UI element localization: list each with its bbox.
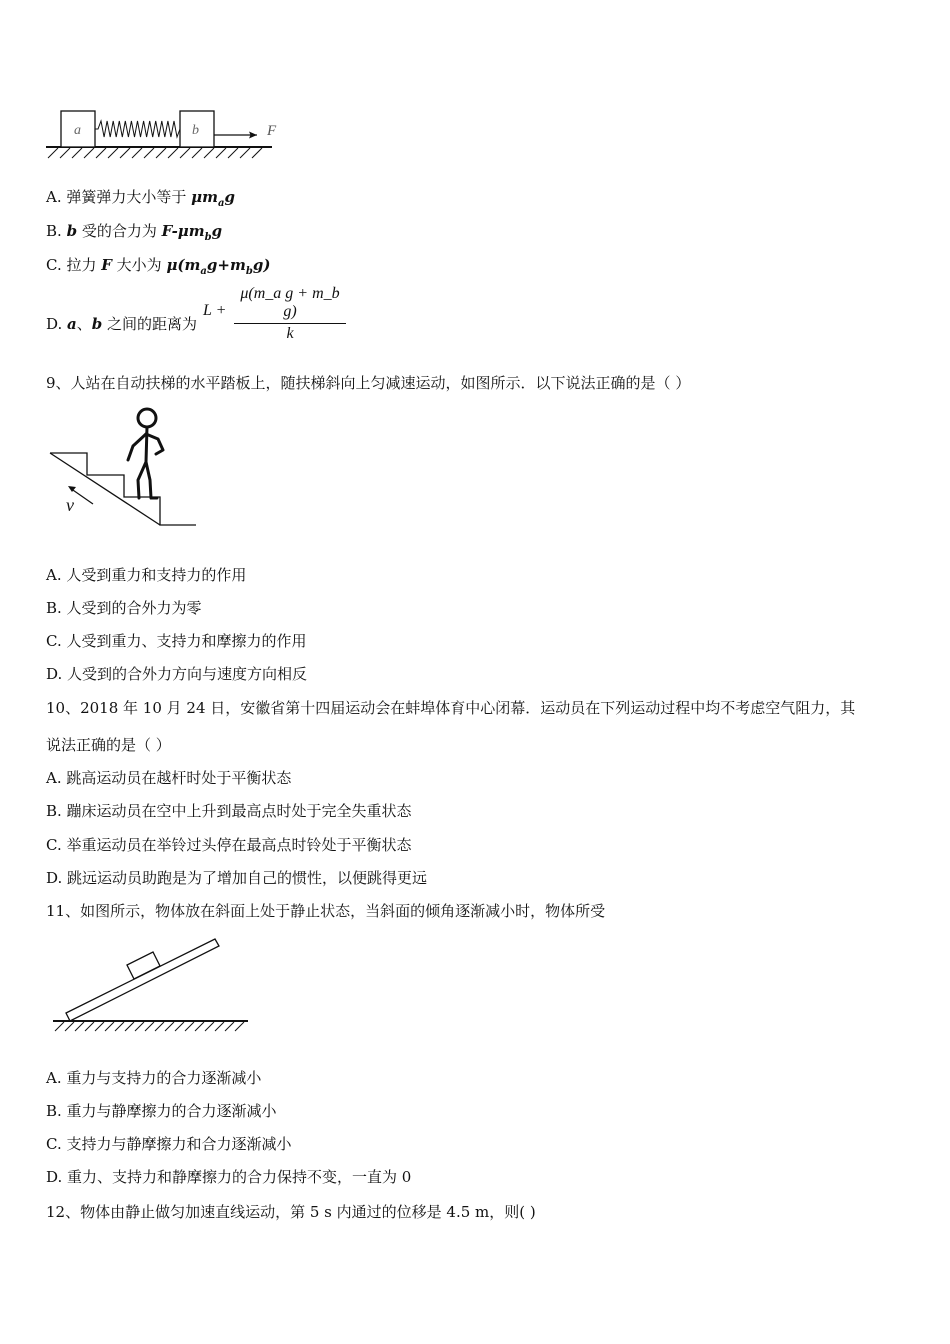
q11-option-a: A. 重力与支持力的合力逐渐减小	[46, 1069, 262, 1087]
fraction-denominator: k	[286, 325, 294, 342]
option-text: 大小为	[111, 256, 167, 274]
q11-option-d: D. 重力、支持力和静摩擦力的合力保持不变，一直为 0	[46, 1168, 412, 1186]
q11-stem: 11、如图所示，物体放在斜面上处于静止状态，当斜面的倾角逐渐减小时，物体所受	[46, 902, 606, 920]
fraction-numerator: μ(m_a g + m_b g)	[240, 285, 340, 320]
q10-option-a: A. 跳高运动员在越杆时处于平衡状态	[46, 769, 292, 787]
variable: F	[101, 256, 112, 274]
option-text: 之间的距离为	[102, 315, 198, 333]
formula: g	[211, 222, 223, 240]
force-label: F	[267, 123, 277, 139]
variable: b	[66, 222, 78, 240]
q9-option-c: C. 人受到重力、支持力和摩擦力的作用	[46, 632, 307, 650]
q11-option-c: C. 支持力与静摩擦力和合力逐渐减小	[46, 1135, 292, 1153]
q9-option-a: A. 人受到重力和支持力的作用	[46, 566, 247, 584]
block-b-label: b	[192, 123, 199, 138]
incline-plank	[66, 939, 219, 1021]
q10-option-c: C. 举重运动员在举铃过头停在最高点时铃处于平衡状态	[46, 836, 412, 854]
q9-stem: 9、人站在自动扶梯的水平踏板上，随扶梯斜向上匀减速运动，如图所示．以下说法正确的是（ ）	[46, 374, 691, 392]
q10-stem-line2: 说法正确的是（ ）	[46, 736, 171, 754]
formula-subscript: b	[204, 232, 212, 243]
option-text: 、	[76, 315, 92, 333]
formula: μm	[191, 188, 218, 206]
q12-stem: 12、物体由静止做匀加速直线运动，第 5 s 内通过的位移是 4.5 m，则( )	[46, 1203, 536, 1221]
q10-option-b: B. 蹦床运动员在空中上升到最高点时处于完全失重状态	[46, 802, 412, 820]
formula: g+m	[206, 256, 246, 274]
formula-subscript: a	[200, 266, 207, 277]
velocity-label: v	[66, 495, 74, 515]
variable: a	[67, 315, 77, 333]
q10-option-d: D. 跳远运动员助跑是为了增加自己的惯性，以便跳得更远	[46, 869, 428, 887]
formula: g)	[252, 256, 271, 274]
q10-stem-line1: 10、2018 年 10 月 24 日，安徽省第十四届运动会在蚌埠体育中心闭幕．运动员在下列运动过程中均不考虑空气阻力，其	[46, 699, 856, 717]
block-a-label: a	[74, 123, 81, 138]
formula-subscript: a	[218, 198, 225, 209]
option-text: D.	[46, 315, 68, 333]
variable: b	[91, 315, 103, 333]
option-text: C. 拉力	[46, 256, 102, 274]
ground-hatching	[55, 1022, 244, 1031]
q11-option-b: B. 重力与静摩擦力的合力逐渐减小	[46, 1102, 277, 1120]
formula: F-μm	[161, 222, 205, 240]
formula: μ(m	[166, 256, 201, 274]
q9-option-d: D. 人受到的合外力方向与速度方向相反	[46, 665, 308, 683]
q9-option-b: B. 人受到的合外力为零	[46, 599, 202, 617]
option-text: 受的合力为	[77, 222, 162, 240]
option-text: B.	[46, 222, 67, 240]
option-text: A. 弹簧弹力大小等于	[46, 188, 192, 206]
formula: g	[224, 188, 235, 206]
formula-subscript: b	[245, 266, 253, 277]
distance-formula-L: L +	[203, 302, 227, 319]
